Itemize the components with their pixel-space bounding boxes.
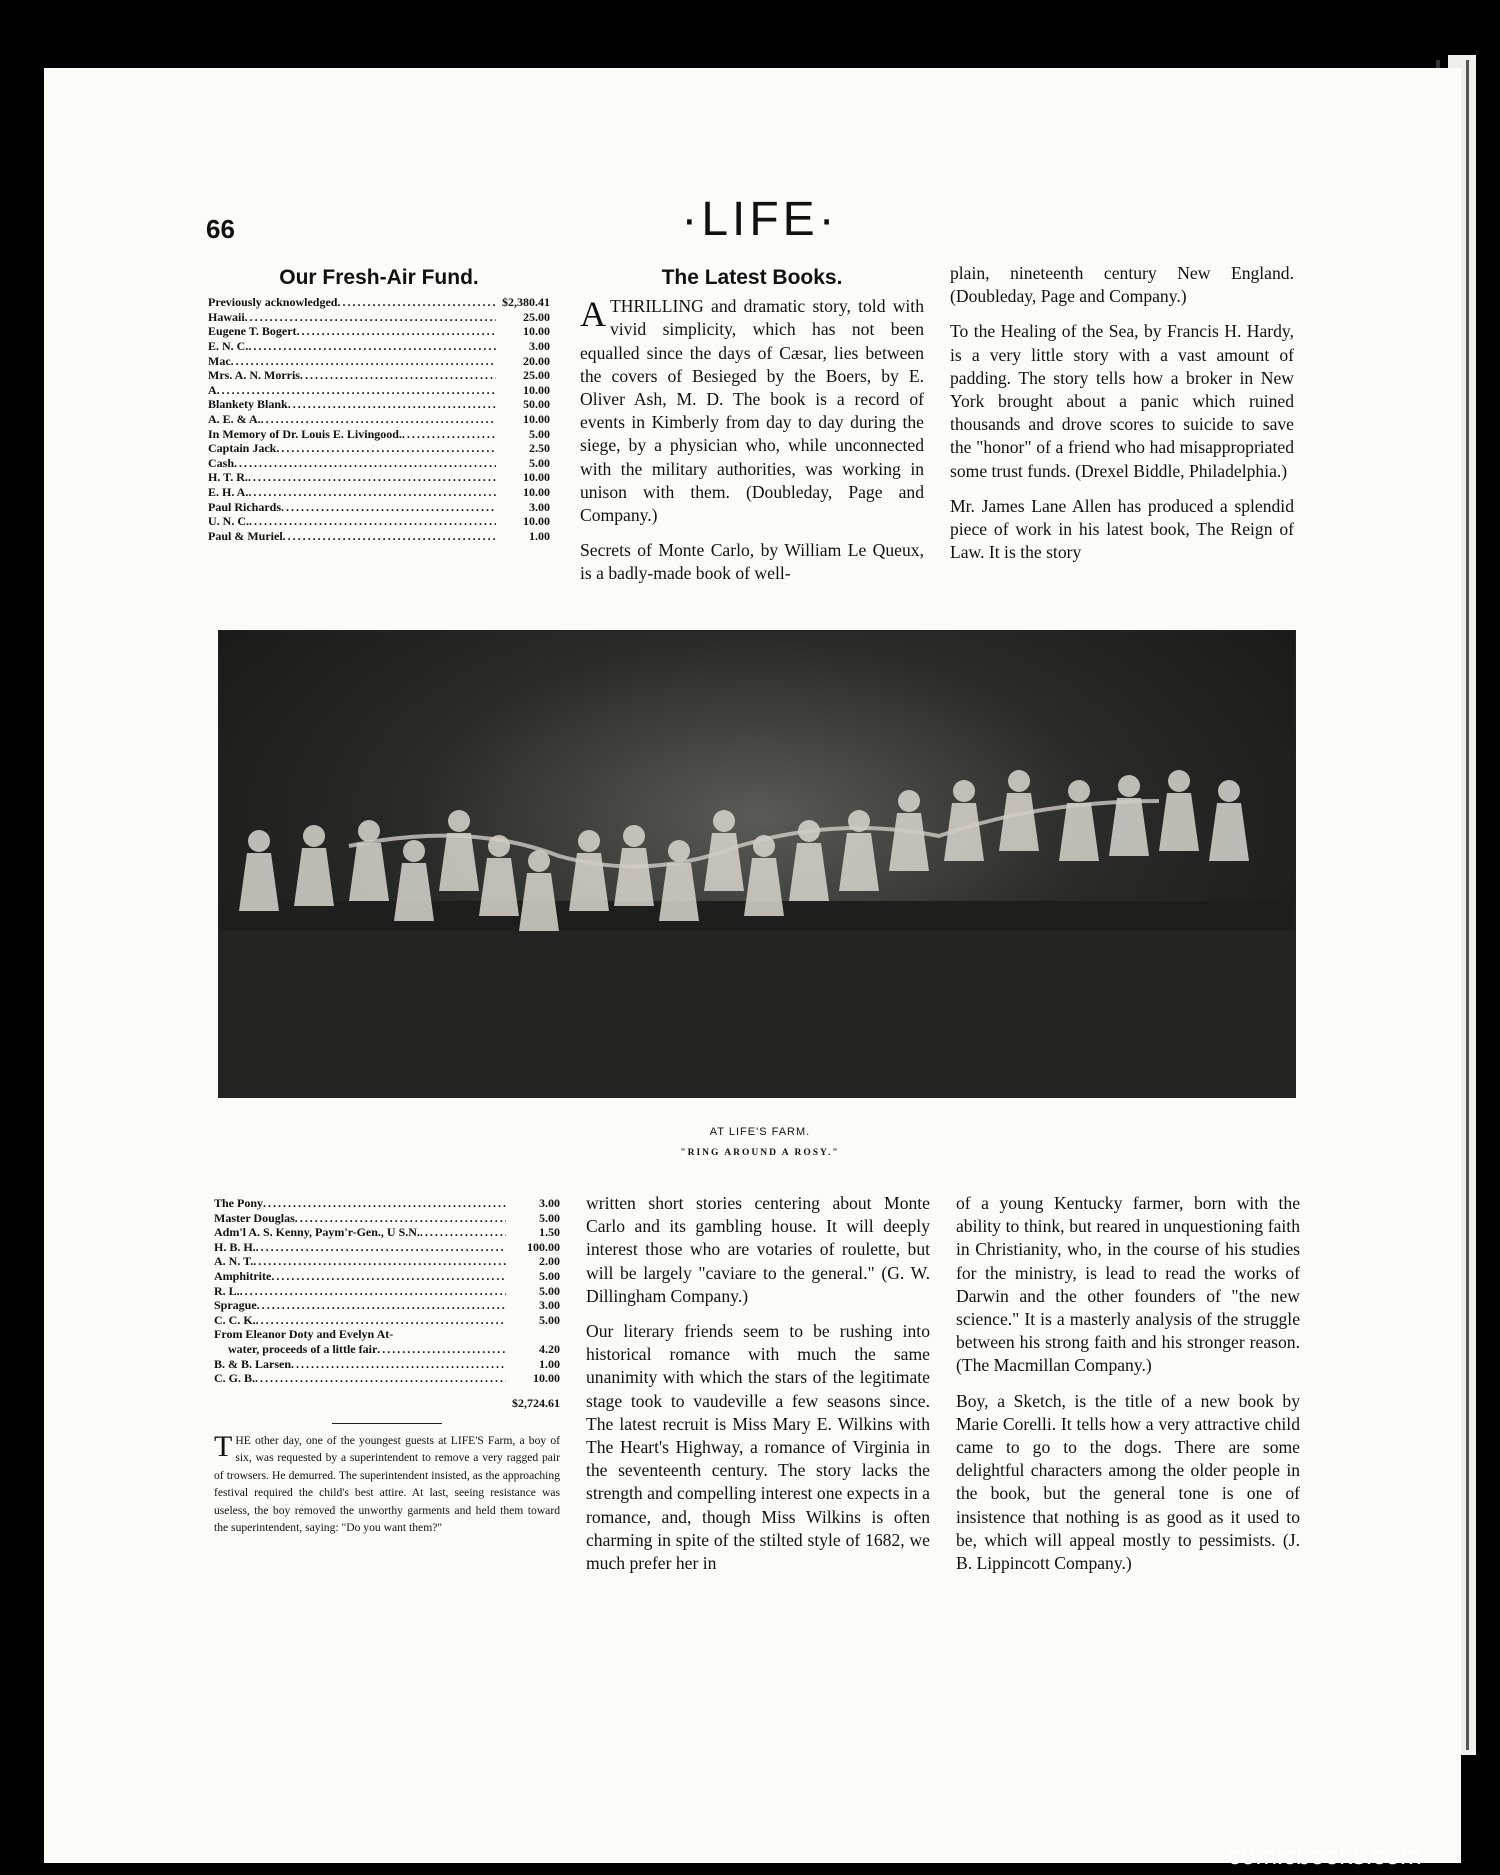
books-paragraph-5: To the Healing of the Sea, by Francis H. Hardy, is a very little story with a vast amount of padding. The story tells how a broker in New York brought about a panic which ruined thousands and drove scores to suicide to save the "honor" of a friend who had misappropriated some trust funds. (Drexel Biddle, Philadelphia.) <box>950 321 1294 481</box>
fund-ledger-end <box>214 1357 560 1386</box>
ledger-row: R. L. ..... 5.00 <box>214 1284 560 1299</box>
drop-cap: T <box>214 1429 233 1463</box>
fund-ledger <box>208 295 550 543</box>
books-paragraph-3: Our literary friends seem to be rushing into historical romance with much the same unanimity with which the stars of the legitimate stage took to vaudeville a few seasons since. The latest recruit is Miss Mary E. Wilkins with The Heart's Highway, a romance of Virginia in the seventeenth century. The story lacks the strength and compelling interest one expects in a romance, and, though Miss Wilkins is often charming in spite of the stilted style of 1682, we much prefer her in <box>586 1321 930 1574</box>
fund-total: $2,724.61 <box>512 1395 560 1410</box>
photo-subcaption: "RING AROUND A ROSY." <box>680 1148 840 1158</box>
ledger-row: Mac ..... 20.00 <box>208 354 550 369</box>
ledger-row: Mrs. A. N. Morris ..... 25.00 <box>208 368 550 383</box>
ledger-row: Sprague ..... 3.00 <box>214 1298 560 1313</box>
spine-shadow-outer <box>1466 60 1469 1750</box>
ledger-row: Blankety Blank ..... 50.00 <box>208 397 550 412</box>
books-paragraph-2-start: Secrets of Monte Carlo, by William Le Queux, is a badly-made book of well- <box>580 540 924 584</box>
ledger-row: Captain Jack ..... 2.50 <box>208 441 550 456</box>
books-column-top <box>580 266 924 586</box>
fund-entry-eleanor: From Eleanor Doty and Evelyn At- water, proceeds of a little fair ..... 4.20 <box>214 1327 560 1356</box>
books-paragraph-6-continued: of a young Kentucky farmer, born with the ability to think, but reared in unquestioning faith in Christianity, who, in the course of his studies for the ministry, is lead to read the works of Darwin and the other founders of "the new science." It is a masterly analysis of the struggle between his strong faith and his stronger reason. (The Macmillan Company.) <box>956 1193 1300 1376</box>
ledger-row: Previously acknowledged ..... $2,380.41 <box>208 295 550 310</box>
fund-column-top <box>208 266 550 543</box>
ledger-row: Paul & Muriel ..... 1.00 <box>208 529 550 544</box>
ledger-row: Hawaii ..... 25.00 <box>208 310 550 325</box>
ledger-row: U. N. C. ..... 10.00 <box>208 514 550 529</box>
page-number: 66 <box>206 214 235 244</box>
books-paragraph-4: plain, nineteenth century New England. (Doubleday, Page and Company.) <box>950 263 1294 307</box>
fund-ledger-continued <box>214 1196 560 1327</box>
ledger-row: E. H. A. ..... 10.00 <box>208 485 550 500</box>
ledger-row: In Memory of Dr. Louis E. Livingood. ..... 5.00 <box>208 427 550 442</box>
masthead: ·LIFE· <box>681 193 839 246</box>
ledger-row: Paul Richards ..... 3.00 <box>208 500 550 515</box>
ledger-row: E. N. C. ..... 3.00 <box>208 339 550 354</box>
ledger-row: The Pony ..... 3.00 <box>214 1196 560 1211</box>
ledger-row: A. E. & A. ..... 10.00 <box>208 412 550 427</box>
ledger-row: Eugene T. Bogert ..... 10.00 <box>208 324 550 339</box>
ledger-row: Adm'l A. S. Kenny, Paym'r-Gen., U S.N. ..... 1.50 <box>214 1225 560 1240</box>
ledger-row: B. & B. Larsen ..... 1.00 <box>214 1357 560 1372</box>
books-column-right-bottom <box>956 1192 1300 1575</box>
divider <box>332 1423 442 1424</box>
ledger-row: C. G. B. ..... 10.00 <box>214 1371 560 1386</box>
books-paragraph-6-start: Mr. James Lane Allen has produced a splendid piece of work in his latest book, The Reign of Law. It is the story <box>950 495 1294 563</box>
fund-title: Our Fresh-Air Fund. <box>279 266 479 289</box>
ledger-row: Amphitrite ..... 5.00 <box>214 1269 560 1284</box>
ledger-row: H. T. R. ..... 10.00 <box>208 470 550 485</box>
books-paragraph-2-continued: written short stories centering about Monte Carlo and its gambling house. It will deeply interest those who are votaries of roulette, but will be largely "caviare to the general." (G. W. Dillingham Company.) <box>586 1193 930 1306</box>
books-paragraph-7: Boy, a Sketch, is the title of a new book by Marie Corelli. It tells how a very attractive child came to go to the dogs. There are some delightful characters among the older people in the book, but the general tone is one of insistence that nothing is as good as it used to be, which will appeal mostly to pessimists. (J. B. Lippincott Company.) <box>956 1390 1300 1574</box>
books-paragraph-1: ATHRILLING and dramatic story, told with vivid simplicity, which has not been equalled since the days of Cæsar, lies between the covers of Besieged by the Boers, by E. Oliver Ash, M. D. The book is a record of events in Kimberly from day to day during the siege, by a physician who, while unconnected with the military authorities, was working in unison with them. (Doubleday, Page and Company.) <box>580 294 924 526</box>
farm-anecdote: THE other day, one of the youngest guests at LIFE'S Farm, a boy of six, was requested by a superintendent to remove a very ragged pair of trowsers. He demurred. The superintendent insisted, as the approaching festival required the child's best attire. At last, seeing resistance was useless, the boy removed the unworthy garments and held them toward the superintendent, saying: "Do you want them?" <box>214 1429 560 1534</box>
fund-column-bottom <box>214 1196 560 1536</box>
books-column-right-top <box>950 262 1294 564</box>
ledger-row: C. C. K. ..... 5.00 <box>214 1313 560 1328</box>
photo-caption: AT LIFE'S FARM. <box>709 1126 811 1138</box>
ledger-row: H. B. H. ..... 100.00 <box>214 1240 560 1255</box>
photograph-ring-around-a-rosy <box>218 630 1296 1098</box>
drop-cap: A <box>580 294 606 335</box>
books-column-bottom <box>586 1192 930 1575</box>
watermark: comicbooks.com <box>1228 1840 1422 1870</box>
ledger-row: A. N. T. ..... 2.00 <box>214 1254 560 1269</box>
books-title: The Latest Books. <box>661 266 843 289</box>
ledger-row: Cash ..... 5.00 <box>208 456 550 471</box>
ledger-row: A ..... 10.00 <box>208 383 550 398</box>
ledger-row: Master Douglas ..... 5.00 <box>214 1211 560 1226</box>
